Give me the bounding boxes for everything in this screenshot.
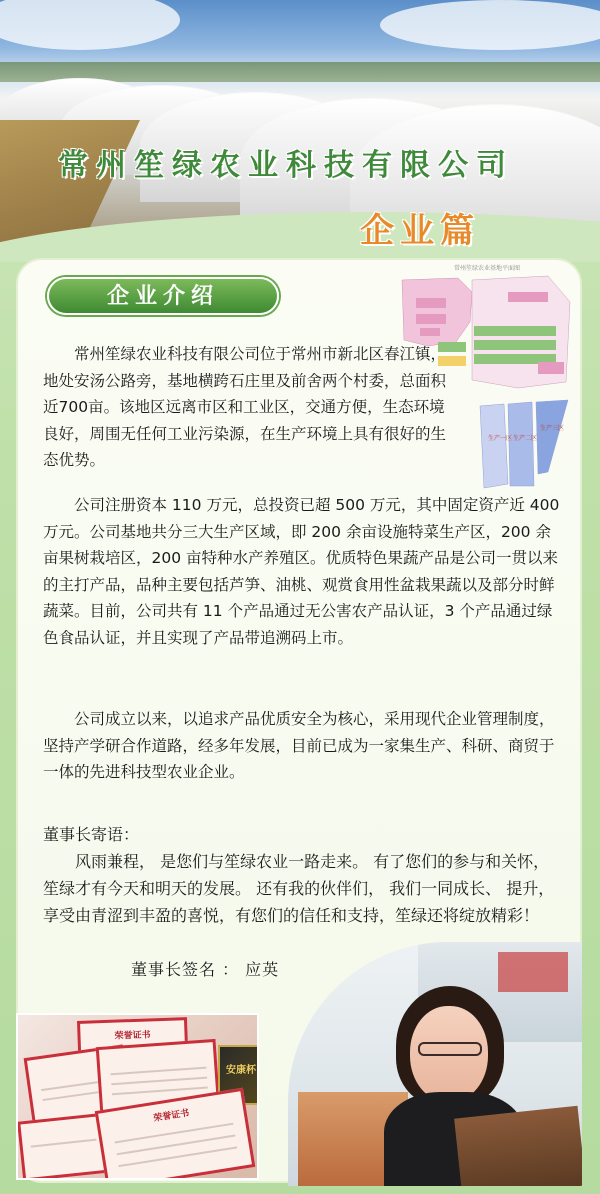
intro-paragraph-1: 常州笙绿农业科技有限公司位于常州市新北区春江镇，地处安汤公路旁，基地横跨石庄里及前舍两个村委，总面积近700亩。该地区远离市区和工业区，交通方便，生态环境良好，周围无任何工业污染源，在生产环境上具有很好的生态优势。 <box>43 345 447 469</box>
map-plot <box>474 326 556 336</box>
map-zone-label-1: 生产一区 <box>488 435 513 442</box>
map-zone-label-2: 生产二区 <box>513 435 538 442</box>
certificate: 荣誉证书 <box>95 1088 256 1180</box>
map-plot <box>420 328 440 336</box>
cloud <box>0 0 180 50</box>
map-plot <box>416 298 446 308</box>
chairman-title: 董事长寄语： <box>43 825 140 844</box>
map-plot <box>474 340 556 350</box>
section-title: 企业篇 <box>360 211 480 251</box>
company-title: 常州笙绿农业科技有限公司 <box>58 148 514 183</box>
map-zone-1 <box>480 404 508 488</box>
map-zone-3 <box>536 400 568 474</box>
map-plot <box>538 362 564 374</box>
folders-stack <box>454 1106 582 1186</box>
certificates-photo <box>16 1013 259 1180</box>
chairman-message: 风雨兼程， 是您们与笙绿农业一路走来。 有了您们的参与和关怀， 笙绿才有今天和明天的发展。 还有我的伙伴们， 我们一同成长、 提升，享受由青涩到丰盈的喜悦，有您们的信任和支持，笙绿还将绽放精彩！ <box>43 852 555 925</box>
header-photo <box>0 0 600 262</box>
glasses <box>418 1042 482 1056</box>
map-zone-label-3: 生产三区 <box>540 425 565 432</box>
intro-paragraph-2: 公司注册资本 110 万元，总投资已超 500 万元，其中固定资产近 400 万元。公司基地共分三大生产区域，即 200 余亩设施特菜生产区，200 余亩果树栽培区，200 亩特种水产养殖区。优质特色果蔬产品是公司一贯以来的主打产品，品种主要包括芦笋、油桃、观赏食用性盆栽果蔬以及部分时鲜蔬菜。目前，公司共有 11 个产品通过无公害农产品认证，3 个产品通过绿色食品认证，并且实现了产品带追溯码上市。 <box>43 496 560 647</box>
map-plot <box>508 292 548 302</box>
chairman-signature: 董事长签名 ： 应英 <box>131 960 280 979</box>
intro-heading: 企业介绍 <box>47 277 279 315</box>
cloud <box>380 0 600 50</box>
wall-poster <box>498 952 568 992</box>
award-plaque: 安康杯 <box>218 1045 259 1105</box>
map-plot <box>416 314 446 324</box>
map-zone-2 <box>508 402 534 486</box>
certificate: 荣誉证书 <box>77 1017 189 1081</box>
intro-paragraph-3: 公司成立以来，以追求产品优质安全为核心，采用现代企业管理制度，坚持产学研合作道路，经多年发展，目前已成为一家集生产、科研、商贸于一体的先进科技型农业企业。 <box>43 710 555 781</box>
map-title: 常州笙绿农业基地平面图 <box>454 265 521 272</box>
